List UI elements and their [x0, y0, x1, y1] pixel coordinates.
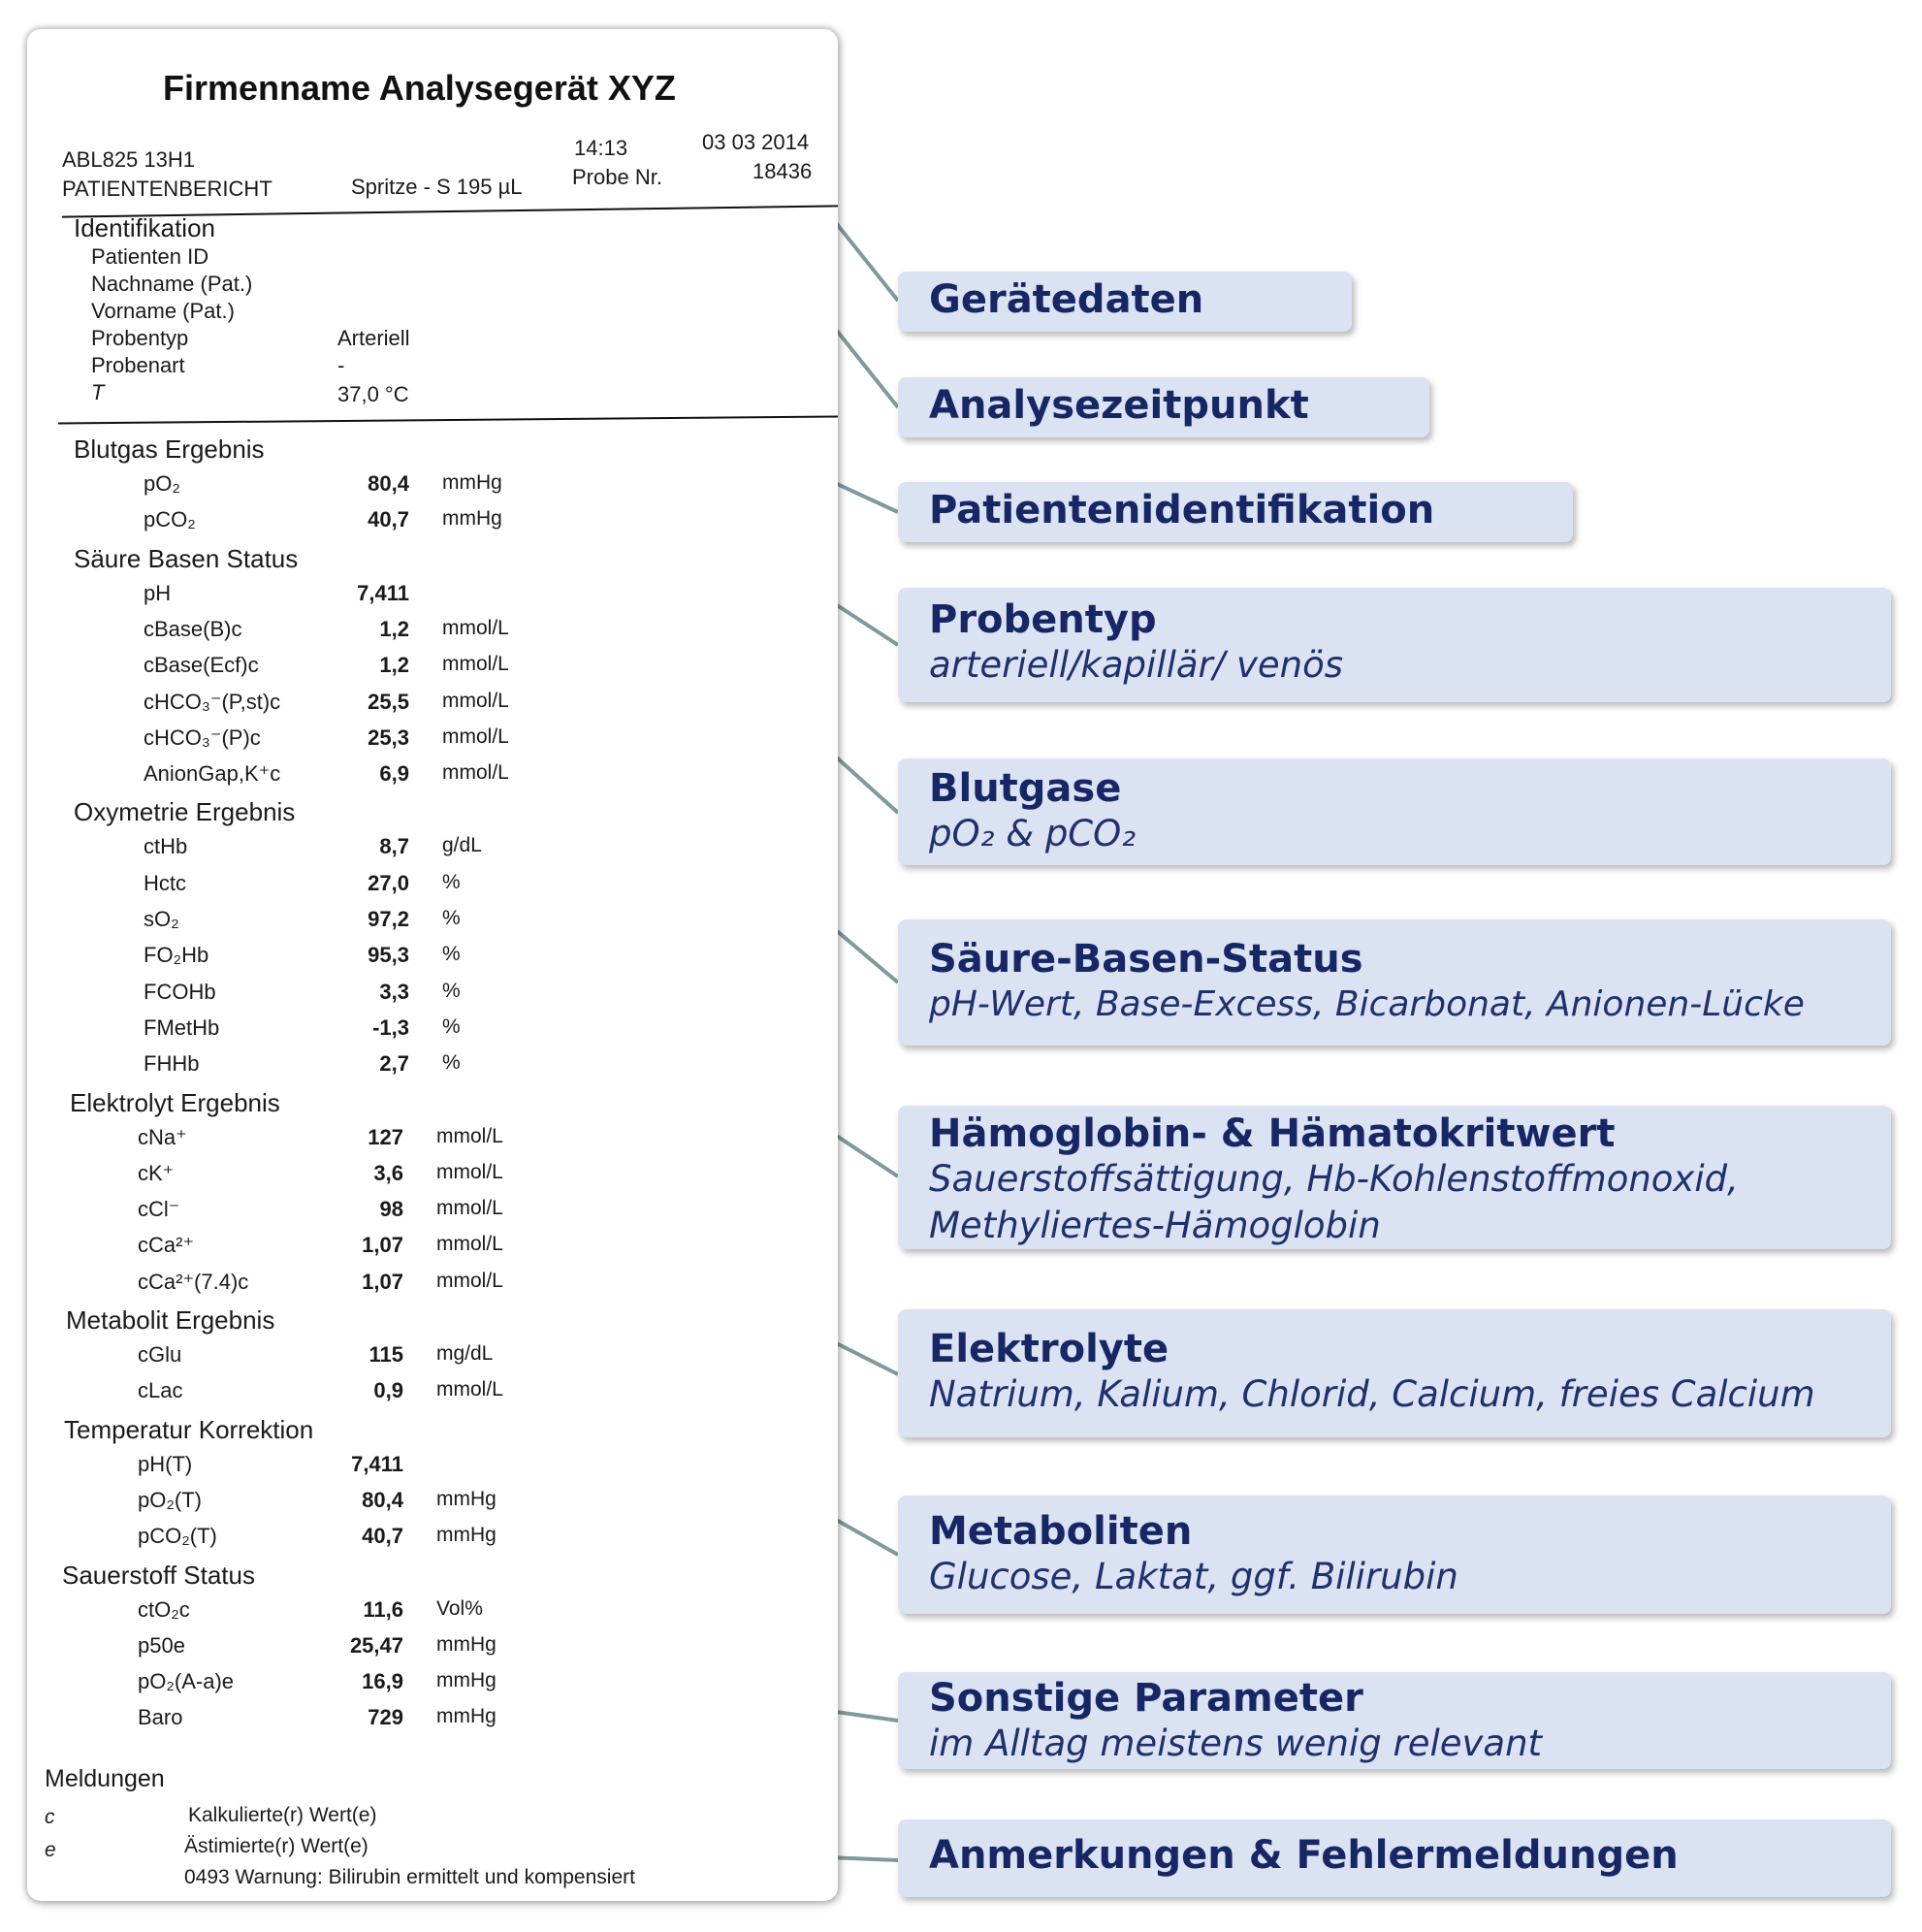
analyzer-printout — [27, 29, 838, 1901]
parameter-label: cBase(Ecf)c — [144, 653, 259, 678]
parameter-value: 1,07 — [362, 1269, 403, 1294]
parameter-label: pH(T) — [138, 1451, 193, 1476]
section-heading: Oxymetrie Ergebnis — [74, 797, 296, 827]
analysis-time: 14:13 — [574, 136, 628, 160]
parameter-value: 80,4 — [362, 1487, 403, 1512]
analysis-date: 03 03 2014 — [702, 130, 810, 154]
parameter-unit: mg/dL — [436, 1342, 494, 1365]
id-label: Nachname (Pat.) — [91, 272, 253, 296]
parameter-value: 40,7 — [368, 507, 409, 532]
callout-title: Metaboliten — [929, 1509, 1193, 1554]
parameter-label: pH — [144, 580, 172, 605]
parameter-value: 0,9 — [373, 1378, 403, 1403]
parameter-value: 3,3 — [379, 979, 409, 1004]
callout-title: Elektrolyte — [929, 1327, 1169, 1371]
parameter-label: cGlu — [138, 1342, 182, 1367]
callout-title: Analysezeitpunkt — [929, 383, 1309, 428]
parameter-label: FCOHb — [144, 979, 216, 1004]
callout-title: Gerätedaten — [929, 277, 1204, 322]
section-heading: Metabolit Ergebnis — [66, 1305, 275, 1335]
message-symbol: e — [45, 1839, 56, 1861]
callout-title: Hämoglobin- & Hämatokritwert — [929, 1111, 1616, 1156]
parameter-label: pCO₂(T) — [138, 1524, 217, 1549]
id-value: - — [337, 353, 345, 377]
parameter-unit: mmHg — [436, 1632, 497, 1656]
sample-no-label: Probe Nr. — [572, 165, 662, 189]
sample-no: 18436 — [753, 159, 813, 183]
parameter-unit: mmol/L — [436, 1378, 503, 1401]
parameter-value: 98 — [379, 1197, 403, 1222]
parameter-unit: mmol/L — [442, 689, 509, 712]
id-label: Patienten ID — [91, 244, 209, 269]
parameter-value: 729 — [368, 1705, 403, 1730]
parameter-label: ctHb — [144, 834, 188, 859]
callout-subtitle: pO₂ & pCO₂ — [929, 813, 1137, 854]
id-value: Arteriell — [337, 326, 410, 350]
parameter-value: 27,0 — [368, 870, 409, 895]
id-value: 37,0 °C — [337, 382, 409, 406]
parameter-unit: mmHg — [436, 1705, 497, 1728]
callout-title: Blutgase — [929, 766, 1122, 811]
message-symbol: c — [45, 1806, 55, 1828]
callout-subtitle: Methyliertes-Hämoglobin — [929, 1205, 1381, 1246]
parameter-unit: % — [442, 1051, 461, 1075]
id-label: Probenart — [91, 353, 185, 377]
parameter-unit: mmHg — [442, 507, 502, 531]
parameter-value: 16,9 — [362, 1669, 403, 1694]
parameter-unit: mmHg — [436, 1669, 497, 1692]
callout-elektrolyte — [898, 1309, 1891, 1437]
id-label: Probentyp — [91, 326, 189, 350]
parameter-value: 25,47 — [349, 1632, 403, 1658]
section-heading: Sauerstoff Status — [62, 1560, 255, 1590]
parameter-unit: mmol/L — [436, 1197, 503, 1220]
parameter-value: 25,5 — [368, 689, 409, 714]
parameter-value: 127 — [368, 1124, 403, 1149]
parameter-label: cBase(B)c — [144, 616, 242, 641]
identification-heading: Identifikation — [74, 213, 215, 242]
parameter-value: 6,9 — [379, 761, 409, 787]
parameter-unit: mmol/L — [442, 724, 509, 748]
parameter-unit: mmol/L — [442, 761, 509, 785]
report-title: Firmenname Analysegerät XYZ — [163, 68, 676, 108]
callout-analysezeitpunkt — [898, 377, 1429, 437]
id-label: T — [91, 380, 105, 404]
device-id: ABL825 13H1 — [62, 147, 195, 172]
parameter-label: Baro — [138, 1705, 183, 1730]
callout-subtitle: im Alltag meistens wenig relevant — [929, 1723, 1543, 1764]
parameter-unit: mmol/L — [436, 1160, 503, 1183]
callout-title: Sonstige Parameter — [929, 1676, 1363, 1721]
parameter-label: FHHb — [144, 1051, 200, 1077]
parameter-label: pCO₂ — [144, 507, 196, 532]
message-warning: 0493 Warnung: Bilirubin ermittelt und kompensiert — [184, 1866, 635, 1888]
callout-title: Anmerkungen & Fehlermeldungen — [929, 1833, 1679, 1878]
callout-metaboliten — [898, 1496, 1891, 1614]
parameter-value: 2,7 — [379, 1051, 409, 1077]
identification-rule — [58, 415, 838, 424]
parameter-unit: % — [442, 870, 461, 893]
callout-subtitle: arteriell/kapillär/ venös — [929, 644, 1343, 686]
parameter-unit: % — [442, 979, 461, 1002]
parameter-value: 97,2 — [368, 907, 409, 931]
parameter-value: 115 — [368, 1342, 403, 1367]
section-heading: Blutgas Ergebnis — [74, 435, 265, 464]
parameter-label: cCl⁻ — [138, 1197, 180, 1222]
parameter-unit: Vol% — [436, 1596, 483, 1620]
parameter-label: cHCO₃⁻(P)c — [144, 724, 261, 750]
parameter-unit: % — [442, 943, 461, 966]
parameter-unit: mmol/L — [442, 616, 509, 639]
parameter-value: 7,411 — [351, 1451, 403, 1476]
parameter-label: cLac — [138, 1378, 183, 1403]
parameter-value: 95,3 — [368, 943, 409, 968]
parameter-unit: mmHg — [436, 1524, 497, 1547]
parameter-label: cHCO₃⁻(P,st)c — [144, 689, 281, 714]
parameter-unit: mmHg — [436, 1487, 497, 1510]
parameter-label: pO₂(A-a)e — [138, 1669, 235, 1694]
callout-probentyp — [898, 588, 1891, 702]
parameter-value: 40,7 — [362, 1524, 403, 1549]
callout-anmerkungen — [898, 1819, 1891, 1897]
callout-geraetedaten — [898, 272, 1352, 332]
section-heading: Säure Basen Status — [74, 543, 299, 573]
messages-heading: Meldungen — [45, 1765, 165, 1792]
parameter-unit: % — [442, 1014, 461, 1038]
parameter-value: 7,411 — [357, 580, 409, 605]
parameter-label: cK⁺ — [138, 1160, 175, 1185]
parameter-value: 80,4 — [368, 471, 409, 496]
parameter-label: cNa⁺ — [138, 1124, 187, 1149]
parameter-unit: mmol/L — [436, 1269, 503, 1292]
callout-haemoglobin — [898, 1106, 1891, 1249]
parameter-unit: mmHg — [442, 471, 502, 494]
section-heading: Elektrolyt Ergebnis — [70, 1087, 280, 1117]
parameter-label: cCa²⁺ — [138, 1233, 195, 1258]
parameter-label: Hctc — [144, 870, 186, 895]
message-text: Kalkulierte(r) Wert(e) — [188, 1804, 377, 1826]
parameter-unit: mmol/L — [436, 1124, 503, 1147]
parameter-unit: mmol/L — [442, 653, 509, 676]
parameter-label: pO₂ — [144, 471, 180, 496]
parameter-unit: % — [442, 907, 461, 929]
parameter-label: FO₂Hb — [144, 943, 209, 968]
callout-subtitle: pH-Wert, Base-Excess, Bicarbonat, Anionen-Lücke — [929, 984, 1805, 1024]
section-heading: Temperatur Korrektion — [64, 1414, 314, 1444]
parameter-label: pO₂(T) — [138, 1487, 202, 1512]
callout-sonstige-parameter — [898, 1672, 1891, 1769]
parameter-value: 25,3 — [368, 724, 409, 750]
id-label: Vorname (Pat.) — [91, 299, 235, 323]
sample-mode: Spritze - S 195 µL — [351, 175, 523, 199]
callout-patientenidentifikation — [898, 482, 1573, 542]
parameter-label: sO₂ — [144, 907, 179, 931]
callout-subtitle: Glucose, Laktat, ggf. Bilirubin — [929, 1556, 1458, 1597]
callout-title: Säure-Basen-Status — [929, 937, 1363, 982]
parameter-label: p50e — [138, 1632, 185, 1658]
parameter-unit: mmol/L — [436, 1233, 503, 1256]
parameter-label: FMetHb — [144, 1014, 220, 1040]
callout-blutgase — [898, 758, 1891, 865]
parameter-value: 11,6 — [363, 1596, 403, 1622]
parameter-label: AnionGap,K⁺c — [144, 761, 281, 787]
callout-subtitle: Natrium, Kalium, Chlorid, Calcium, freies Calcium — [929, 1373, 1815, 1415]
message-text: Ästimierte(r) Wert(e) — [184, 1835, 368, 1857]
callout-subtitle: Sauerstoffsättigung, Hb-Kohlenstoffmonoxid, — [929, 1158, 1739, 1200]
report-type: PATIENTENBERICHT — [62, 177, 272, 201]
parameter-value: -1,3 — [372, 1014, 409, 1040]
parameter-label: ctO₂c — [138, 1596, 190, 1622]
parameter-value: 1,07 — [362, 1233, 403, 1258]
callout-title: Probentyp — [929, 597, 1157, 642]
callout-saeure-basen-status — [898, 919, 1891, 1046]
parameter-value: 3,6 — [373, 1160, 403, 1185]
callout-title: Patientenidentifikation — [929, 488, 1435, 532]
parameter-value: 1,2 — [379, 616, 409, 641]
parameter-unit: g/dL — [442, 834, 482, 857]
parameter-value: 8,7 — [379, 834, 409, 859]
parameter-label: cCa²⁺(7.4)c — [138, 1269, 249, 1294]
parameter-value: 1,2 — [379, 653, 409, 678]
